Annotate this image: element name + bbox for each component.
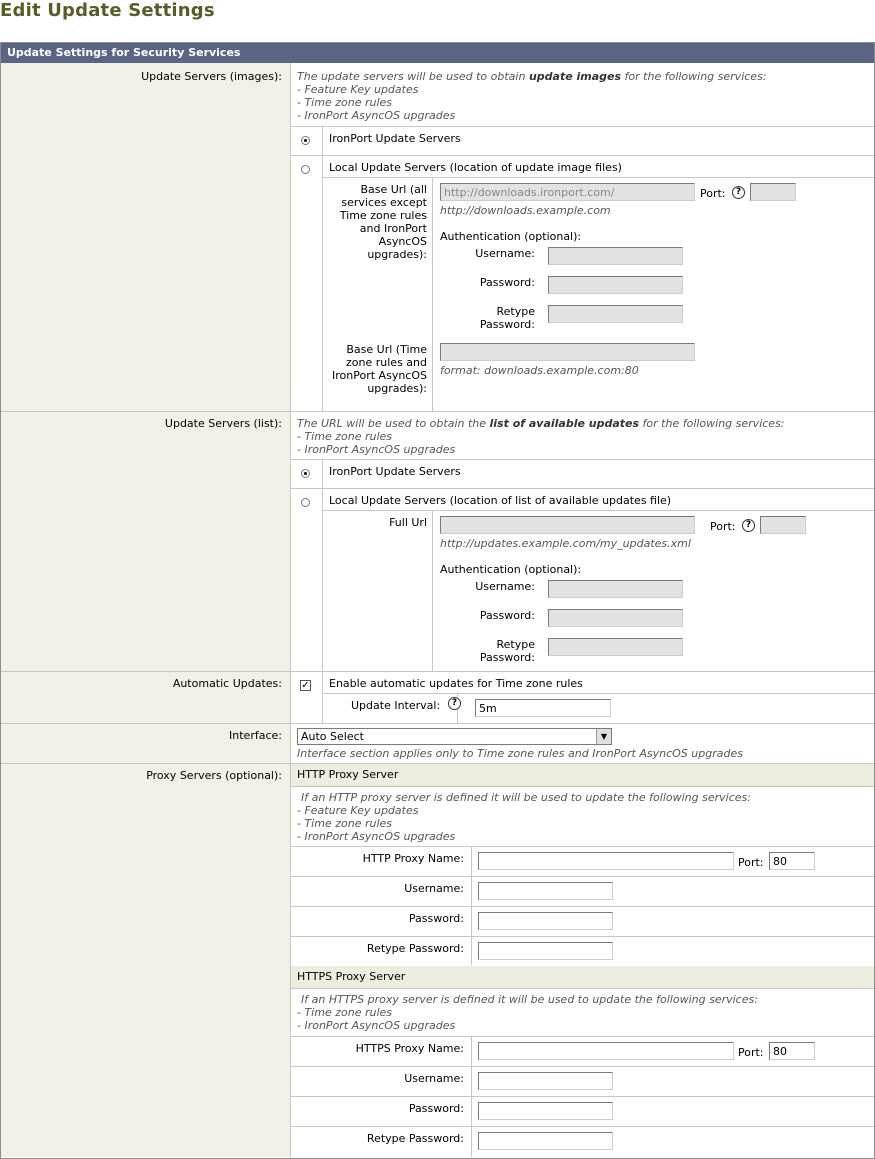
column-divider	[322, 460, 323, 671]
row-divider	[291, 786, 874, 787]
https-proxy-name-label: HTTPS Proxy Name:	[355, 1042, 464, 1055]
row-divider	[291, 906, 874, 907]
list-port-label: Port:	[710, 520, 736, 533]
list-password-label: Password:	[479, 609, 535, 622]
row-divider	[291, 488, 874, 489]
row-divider	[291, 1036, 874, 1037]
base-url-hint: http://downloads.example.com	[440, 204, 611, 217]
interval-input[interactable]	[475, 699, 611, 717]
base-url-input[interactable]	[440, 183, 695, 201]
column-divider	[432, 178, 433, 411]
http-port-label: Port:	[738, 856, 764, 869]
help-icon[interactable]: ?	[732, 186, 745, 199]
https-password-input[interactable]	[478, 1102, 613, 1120]
images-retype-input[interactable]	[548, 305, 683, 323]
row-divider	[291, 1066, 874, 1067]
full-url-hint: http://updates.example.com/my_updates.xml	[440, 537, 691, 550]
list-retype-input[interactable]	[548, 638, 683, 656]
list-local-radio[interactable]	[301, 498, 310, 507]
section-header: Update Settings for Security Services	[1, 43, 874, 63]
list-label: Update Servers (list):	[164, 417, 282, 430]
https-port-input[interactable]	[769, 1042, 815, 1060]
list-ironport-radio[interactable]	[301, 469, 310, 478]
row-divider	[323, 510, 874, 511]
row-divider	[291, 155, 874, 156]
https-proxy-header: HTTPS Proxy Server	[291, 966, 874, 988]
column-divider	[432, 511, 433, 671]
row-divider	[291, 988, 874, 989]
row-divider	[291, 846, 874, 847]
help-icon[interactable]: ?	[742, 519, 755, 532]
base-url2-label: Base Url (Time zone rules and IronPort AsyncOS upgrades):	[332, 343, 427, 395]
row-divider	[323, 693, 874, 694]
images-label: Update Servers (images):	[141, 70, 282, 83]
label-column	[1, 63, 290, 1157]
row-divider	[1, 723, 874, 724]
column-divider	[322, 672, 323, 723]
row-divider	[323, 177, 874, 178]
auto-updates-text: Enable automatic updates for Time zone rules	[329, 677, 583, 690]
images-description: The update servers will be used to obtain update images for the following services: - Feature Key updates - Time zone rules - IronPort AsyncOS upgrades	[297, 70, 767, 122]
list-local-label: Local Update Servers (location of list of available updates file)	[329, 494, 672, 507]
full-url-label: Full Url	[389, 516, 427, 529]
list-retype-label: Retype Password:	[479, 638, 535, 664]
images-auth-label: Authentication (optional):	[440, 230, 582, 243]
https-retype-input[interactable]	[478, 1132, 613, 1150]
base-url-label: Base Url (all services except Time zone rules and IronPort AsyncOS upgrades):	[339, 183, 427, 261]
http-proxy-description: If an HTTP proxy server is defined it will be used to update the following services: - Feature Key updates - Time zone rules - IronPort AsyncOS upgrades	[297, 791, 751, 843]
interface-select[interactable]	[297, 728, 612, 745]
list-username-input[interactable]	[548, 580, 683, 598]
column-divider	[290, 63, 291, 1157]
row-divider	[291, 876, 874, 877]
base-url2-hint: format: downloads.example.com:80	[440, 364, 639, 377]
https-proxy-name-input[interactable]	[478, 1042, 734, 1060]
row-divider	[291, 1096, 874, 1097]
images-retype-label: Retype Password:	[479, 305, 535, 331]
http-username-label: Username:	[404, 882, 464, 895]
list-password-input[interactable]	[548, 609, 683, 627]
http-proxy-name-input[interactable]	[478, 852, 734, 870]
images-username-input[interactable]	[548, 247, 683, 265]
images-password-label: Password:	[479, 276, 535, 289]
https-username-input[interactable]	[478, 1072, 613, 1090]
row-divider	[291, 126, 874, 127]
http-username-input[interactable]	[478, 882, 613, 900]
column-divider	[322, 127, 323, 411]
http-password-input[interactable]	[478, 912, 613, 930]
list-auth-label: Authentication (optional):	[440, 563, 582, 576]
http-port-input[interactable]	[769, 852, 815, 870]
http-retype-input[interactable]	[478, 942, 613, 960]
auto-updates-checkbox[interactable]: ✓	[301, 680, 310, 691]
http-proxy-header: HTTP Proxy Server	[291, 764, 874, 786]
images-port-label: Port:	[700, 187, 726, 200]
https-retype-label: Retype Password:	[366, 1132, 464, 1145]
interval-label: Update Interval:	[351, 699, 441, 712]
row-divider	[1, 411, 874, 412]
list-port-input[interactable]	[760, 516, 806, 534]
auto-updates-label: Automatic Updates:	[172, 677, 282, 690]
images-local-label: Local Update Servers (location of update image files)	[329, 161, 622, 174]
list-ironport-label: IronPort Update Servers	[329, 465, 461, 478]
full-url-input[interactable]	[440, 516, 695, 534]
row-divider	[291, 459, 874, 460]
images-password-input[interactable]	[548, 276, 683, 294]
images-port-input[interactable]	[750, 183, 796, 201]
row-divider	[1, 671, 874, 672]
images-ironport-label: IronPort Update Servers	[329, 132, 461, 145]
row-divider	[291, 936, 874, 937]
list-username-label: Username:	[475, 580, 535, 593]
images-username-label: Username:	[475, 247, 535, 260]
row-divider	[291, 1126, 874, 1127]
page-title: Edit Update Settings	[0, 0, 215, 21]
chevron-down-icon: ▼	[596, 729, 611, 744]
https-password-label: Password:	[408, 1102, 464, 1115]
https-port-label: Port:	[738, 1046, 764, 1059]
https-proxy-description: If an HTTPS proxy server is defined it will be used to update the following services: - Time zone rules - IronPort AsyncOS upgrades	[297, 993, 758, 1032]
http-password-label: Password:	[408, 912, 464, 925]
images-ironport-radio[interactable]	[301, 136, 310, 145]
list-description: The URL will be used to obtain the list of available updates for the following services: - Time zone rules - IronPort AsyncOS upgrades	[297, 417, 785, 456]
images-local-radio[interactable]	[301, 165, 310, 174]
interface-selected-value: Auto Select	[301, 730, 364, 743]
https-username-label: Username:	[404, 1072, 464, 1085]
help-icon[interactable]: ?	[448, 697, 461, 710]
interface-hint: Interface section applies only to Time zone rules and IronPort AsyncOS upgrades	[297, 747, 743, 760]
http-proxy-name-label: HTTP Proxy Name:	[362, 852, 464, 865]
interface-label: Interface:	[229, 729, 282, 742]
column-divider	[471, 1037, 472, 1157]
proxy-label: Proxy Servers (optional):	[146, 769, 282, 782]
http-retype-label: Retype Password:	[366, 942, 464, 955]
base-url2-input[interactable]	[440, 343, 695, 361]
